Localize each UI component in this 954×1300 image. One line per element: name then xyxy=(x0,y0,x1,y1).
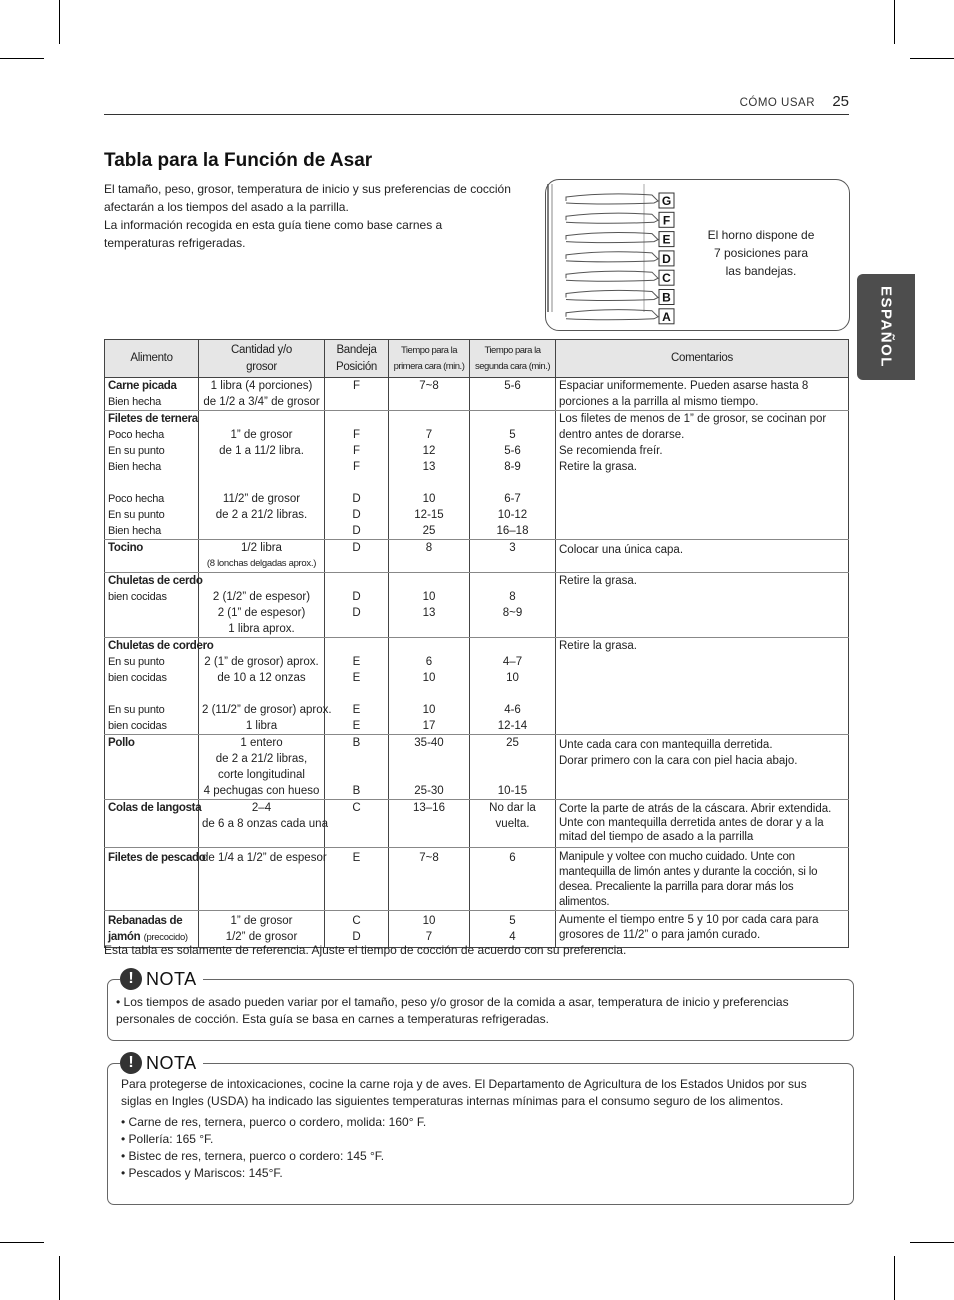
crop-mark xyxy=(0,58,44,59)
exclamation-icon: ! xyxy=(120,968,142,990)
crop-mark xyxy=(894,0,895,44)
cell-food: Tocino xyxy=(105,540,199,573)
table-row xyxy=(105,911,849,948)
cell-amount: 1 entero de 2 a 21/2 libras, corte longitudinal 4 pechugas con hueso xyxy=(199,735,325,800)
rack-position-letter: B xyxy=(662,290,671,305)
table-row xyxy=(105,378,849,411)
col-header-second-side: Tiempo para la segunda cara (min.) xyxy=(470,340,556,378)
cell-first-side: 35-40 25-30 xyxy=(389,735,470,800)
note-label: NOTA xyxy=(146,968,197,989)
crop-mark xyxy=(894,1256,895,1300)
exclamation-icon: ! xyxy=(120,1052,142,1074)
cell-second-side: No dar la vuelta. xyxy=(470,800,556,848)
language-tab xyxy=(857,274,915,380)
rack-position-letter: G xyxy=(661,194,672,208)
rack-position-letter: E xyxy=(662,232,671,247)
section-title: CÓMO USAR xyxy=(739,97,815,109)
crop-mark xyxy=(910,58,954,59)
crop-mark xyxy=(59,0,60,44)
note-bullet: • Bistec de res, ternera, puerco o cordero: 145 °F. xyxy=(121,1149,385,1163)
cell-comments: Manipule y voltee con mucho cuidado. Unte con mantequilla de limón antes y durante la cocción, si lo desea. Precaliente la parrilla para dorar más los alimentos. xyxy=(556,848,849,911)
cell-rack: D D xyxy=(325,573,389,638)
cell-second-side: 5 5-6 8-9 6-7 10-12 16–18 xyxy=(470,411,556,540)
cell-first-side: 13–16 xyxy=(389,800,470,848)
table-row xyxy=(105,573,849,638)
note-bullet: • Pollería: 165 °F. xyxy=(121,1132,214,1146)
cell-rack: E E E E xyxy=(325,638,389,735)
cell-second-side: 6 xyxy=(470,848,556,911)
table-row xyxy=(105,411,849,540)
cell-second-side: 5 4 xyxy=(470,911,556,948)
table-header-row xyxy=(105,340,849,378)
page-header xyxy=(104,92,849,115)
cell-first-side: 7~8 xyxy=(389,848,470,911)
cell-comments: Colocar una única capa. xyxy=(556,540,849,573)
cell-amount: 1” de grosor 1/2” de grosor xyxy=(199,911,325,948)
cell-food: Chuletas de cordero En su punto bien cocidas En su punto bien cocidas xyxy=(105,638,199,735)
cell-rack: C D xyxy=(325,911,389,948)
rack-position-letter: F xyxy=(662,213,671,228)
rack-position-letter: A xyxy=(662,309,671,324)
page-number: 25 xyxy=(832,93,849,110)
cell-first-side: 7 12 13 10 12-15 25 xyxy=(389,411,470,540)
cell-first-side: 10 7 xyxy=(389,911,470,948)
cell-rack: B B xyxy=(325,735,389,800)
note-header xyxy=(120,1052,203,1074)
cell-second-side: 4–7 10 4-6 12-14 xyxy=(470,638,556,735)
cell-second-side: 3 xyxy=(470,540,556,573)
note-label: NOTA xyxy=(146,1052,197,1073)
cell-first-side: 10 13 xyxy=(389,573,470,638)
crop-mark xyxy=(910,1242,954,1243)
note-box xyxy=(107,968,854,1041)
col-header-comments: Comentarios xyxy=(556,340,849,378)
cell-food: Pollo xyxy=(105,735,199,800)
cell-food: Carne picada Bien hecha xyxy=(105,378,199,411)
note-bullet-list xyxy=(121,1114,833,1182)
intro-text xyxy=(104,180,514,252)
table-row xyxy=(105,735,849,800)
table-row xyxy=(105,638,849,735)
rack-caption: El horno dispone de 7 posiciones para las bandejas. xyxy=(707,228,815,278)
cell-amount: de 1/4 a 1/2” de espesor xyxy=(199,848,325,911)
cell-comments: Los filetes de menos de 1” de grosor, se cocinan por dentro antes de dorarse. Se recomienda freír. Retire la grasa. xyxy=(556,411,849,540)
cell-amount: 1/2 libra (8 lonchas delgadas aprox.) xyxy=(199,540,325,573)
cell-first-side: 6 10 10 17 xyxy=(389,638,470,735)
note-body xyxy=(116,994,846,1028)
cell-first-side: 7~8 xyxy=(389,378,470,411)
table-footnote: Esta tabla es solamente de referencia. Ajuste el tiempo de cocción de acuerdo con su preferencia. xyxy=(104,943,627,957)
language-tab-label: ESPAÑOL xyxy=(877,286,895,368)
broil-table xyxy=(104,339,849,948)
cell-food: Chuletas de cerdo bien cocidas xyxy=(105,573,199,638)
table-row xyxy=(105,848,849,911)
cell-second-side: 8 8~9 xyxy=(470,573,556,638)
intro-paragraph: El tamaño, peso, grosor, temperatura de inicio y sus preferencias de cocción afectarán a los tiempos del asado a la parrilla. xyxy=(104,182,511,214)
cell-amount: 1 libra (4 porciones) de 1/2 a 3/4” de grosor xyxy=(199,378,325,411)
rack-position-letter: C xyxy=(662,271,671,286)
col-header-food: Alimento xyxy=(105,340,199,378)
note-header xyxy=(120,968,203,990)
note-bullet: • Pescados y Mariscos: 145°F. xyxy=(121,1166,283,1180)
cell-rack: E xyxy=(325,848,389,911)
note-body xyxy=(121,1076,833,1182)
cell-amount: 2 (1/2” de espesor) 2 (1” de espesor) 1 libra aprox. xyxy=(199,573,325,638)
cell-food: Filetes de ternera Poco hecha En su punto Bien hecha Poco hecha En su punto Bien hecha xyxy=(105,411,199,540)
cell-second-side: 25 10-15 xyxy=(470,735,556,800)
cell-amount: 1” de grosor de 1 a 11/2 libra. 11/2” de grosor de 2 a 21/2 libras. xyxy=(199,411,325,540)
note-intro: Para protegerse de intoxicaciones, cocine la carne roja y de aves. El Departamento de Agricultura de los Estados Unidos por sus siglas en Ingles (USDA) ha indicado las siguientes temperaturas internas mínimas para el consumo seguro de los alimentos. xyxy=(121,1077,807,1108)
table-row xyxy=(105,540,849,573)
rack-positions-diagram xyxy=(545,179,850,331)
cell-second-side: 5-6 xyxy=(470,378,556,411)
cell-food: Filetes de pescado xyxy=(105,848,199,911)
crop-mark xyxy=(0,1242,44,1243)
col-header-rack: Bandeja Posición xyxy=(325,340,389,378)
cell-rack: F F F D D D xyxy=(325,411,389,540)
cell-food: Rebanadas de jamón (precocido) xyxy=(105,911,199,948)
note-bullet: • Carne de res, ternera, puerco o cordero, molida: 160° F. xyxy=(121,1115,427,1129)
cell-comments: Aumente el tiempo entre 5 y 10 por cada cara para grosores de 11/2” o para jamón curado. xyxy=(556,911,849,948)
cell-amount: 2–4 de 6 a 8 onzas cada una xyxy=(199,800,325,848)
note-box xyxy=(107,1052,854,1205)
cell-comments: Unte cada cara con mantequilla derretida. Dorar primero con la cara con piel hacia abajo. xyxy=(556,735,849,800)
col-header-amount: Cantidad y/o grosor xyxy=(199,340,325,378)
cell-rack: D xyxy=(325,540,389,573)
cell-rack: C xyxy=(325,800,389,848)
cell-rack: F xyxy=(325,378,389,411)
note-bullet: • Los tiempos de asado pueden variar por el tamaño, peso y/o grosor de la comida a asar, temperatura de inicio y preferencias personales de cocción. Esta guía se basa en carnes a temperaturas refrigeradas. xyxy=(116,995,789,1026)
rack-position-letter: D xyxy=(662,251,671,266)
cell-comments: Retire la grasa. xyxy=(556,638,849,735)
table-row xyxy=(105,800,849,848)
col-header-first-side: Tiempo para la primera cara (min.) xyxy=(389,340,470,378)
cell-food: Colas de langosta xyxy=(105,800,199,848)
intro-paragraph: La información recogida en esta guía tiene como base carnes a temperaturas refrigeradas. xyxy=(104,218,443,250)
page-title: Tabla para la Función de Asar xyxy=(104,150,373,171)
cell-amount: 2 (1” de grosor) aprox. de 10 a 12 onzas 2 (11/2” de grosor) aprox. 1 libra xyxy=(199,638,325,735)
cell-comments: Retire la grasa. xyxy=(556,573,849,638)
cell-first-side: 8 xyxy=(389,540,470,573)
cell-comments: Corte la parte de atrás de la cáscara. Abrir extendida. Unte con mantequilla derretida antes de dorar y a la mitad del tiempo de asado a la parrilla xyxy=(556,800,849,848)
cell-comments: Espaciar uniformemente. Pueden asarse hasta 8 porciones a la parrilla al mismo tiempo. xyxy=(556,378,849,411)
crop-mark xyxy=(59,1256,60,1300)
